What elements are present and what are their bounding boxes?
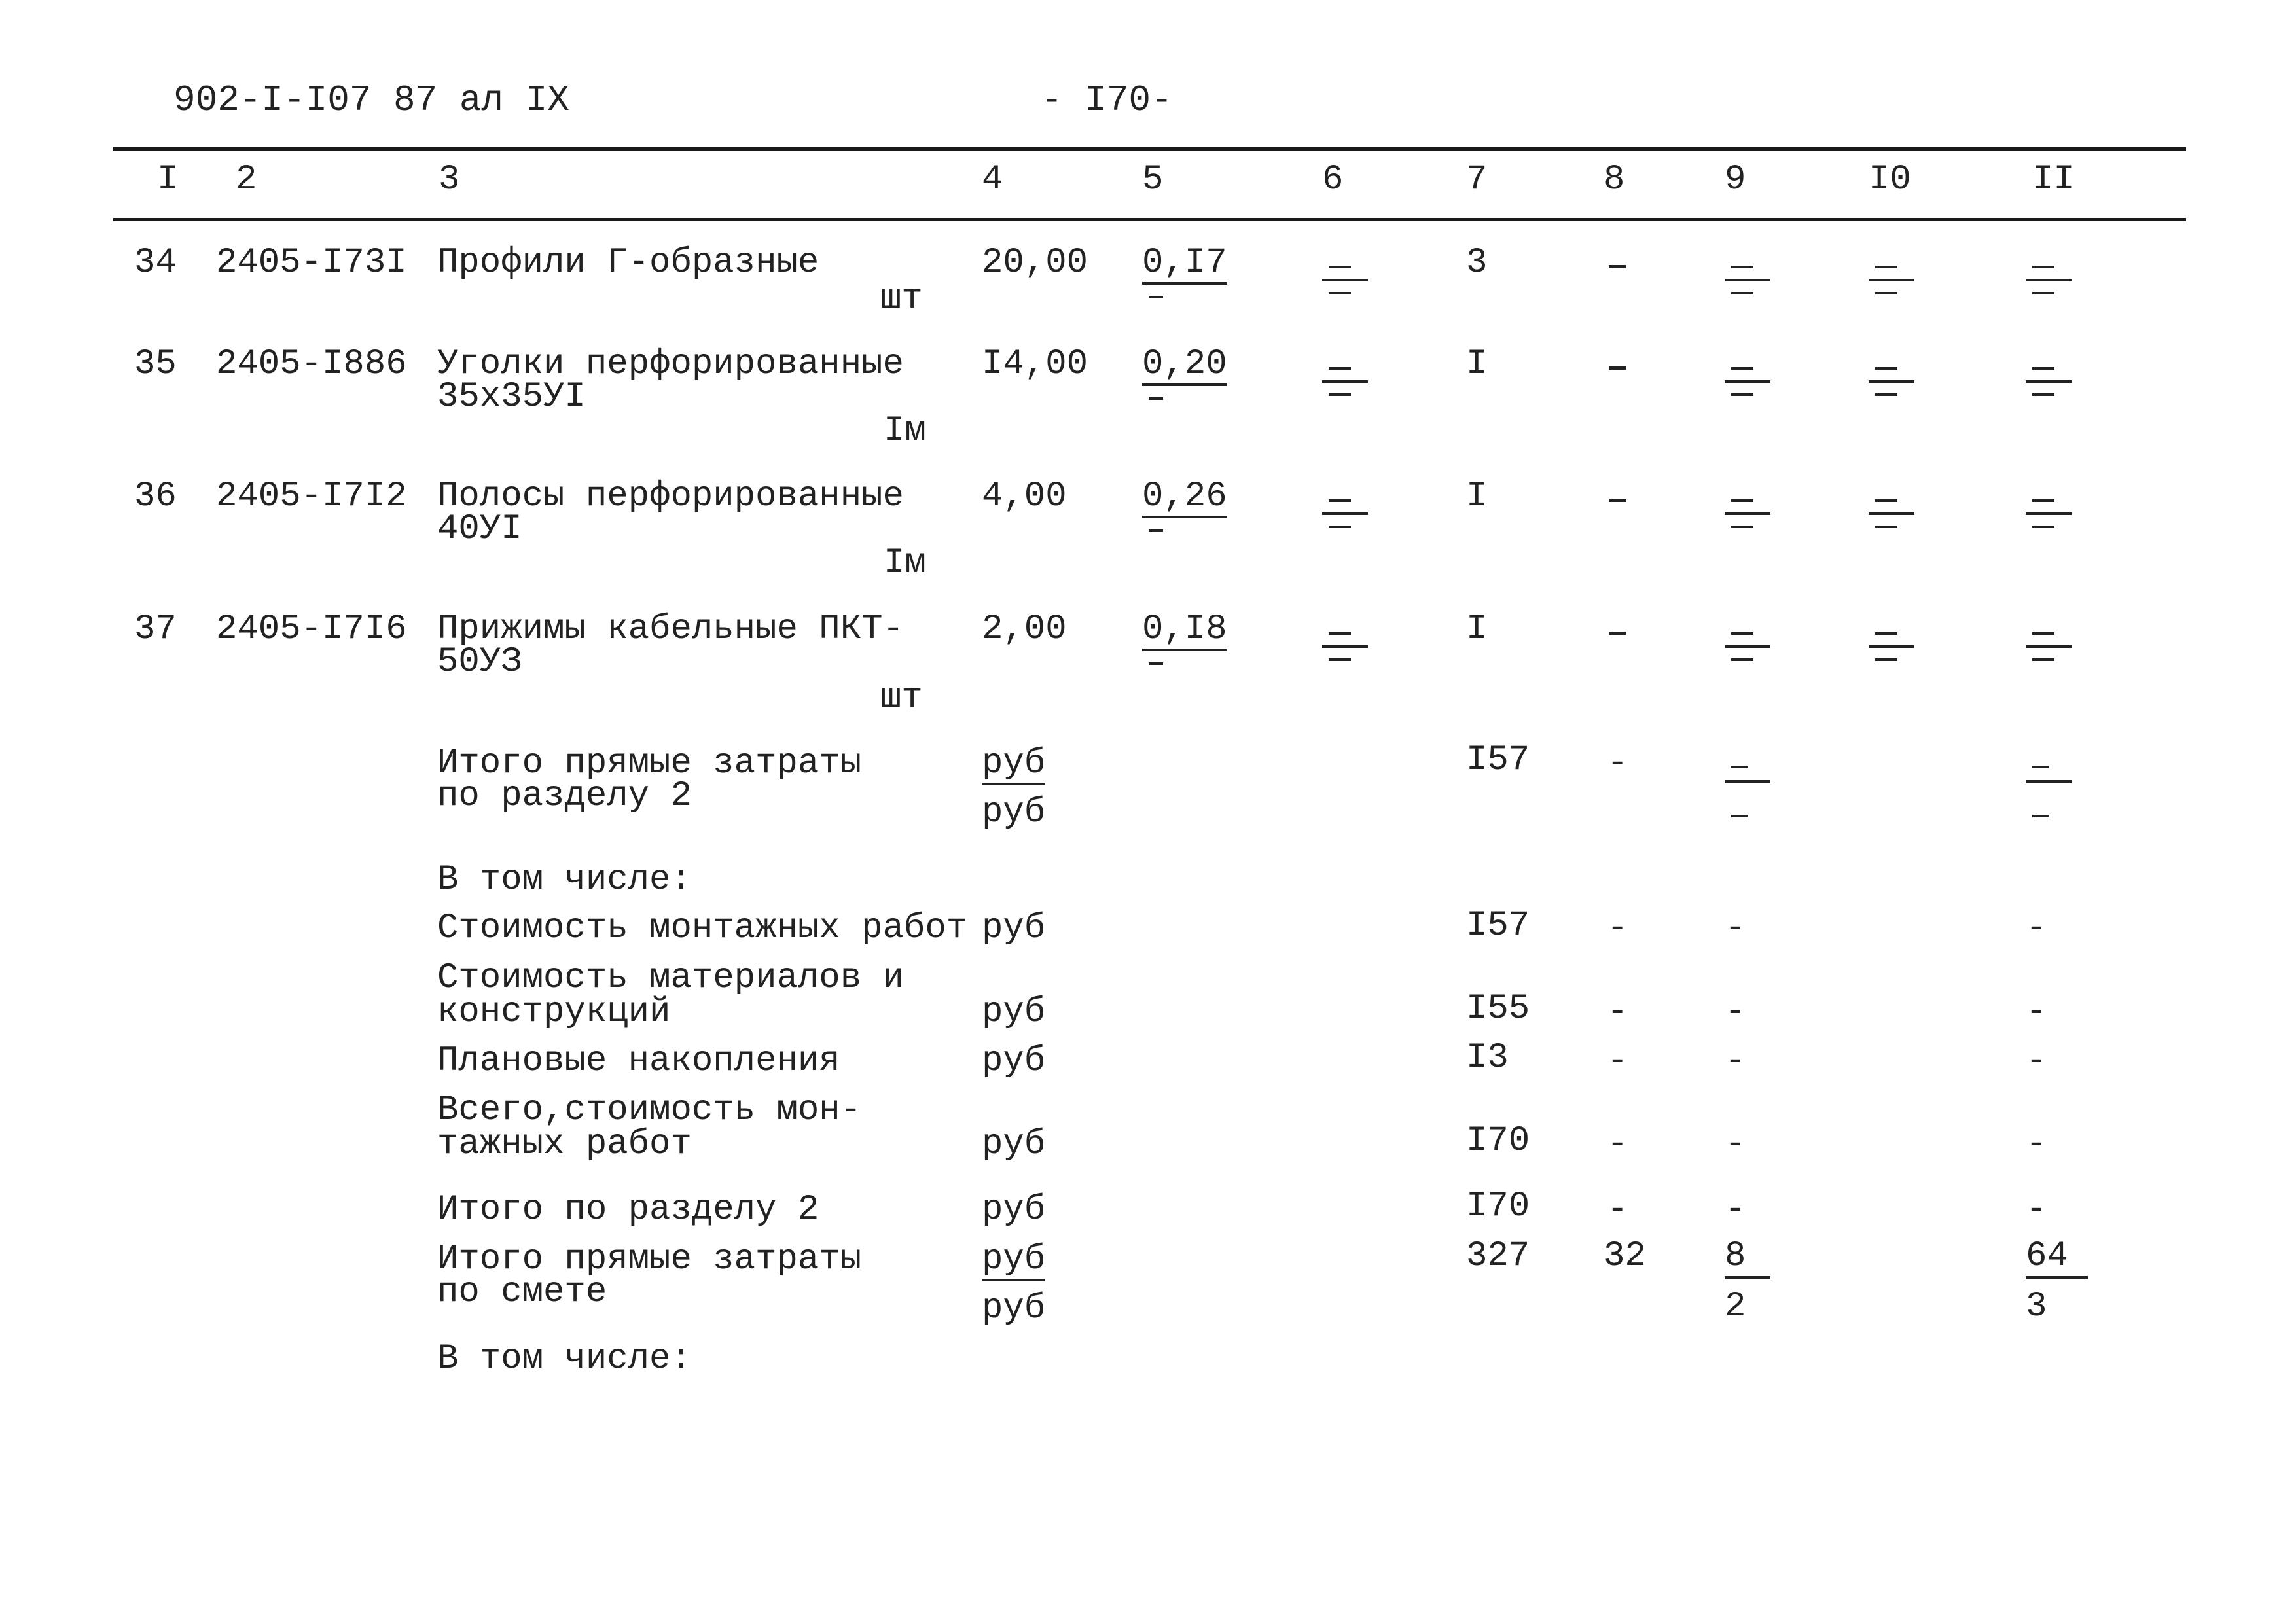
unit-label: руб <box>982 1242 1045 1281</box>
col8-value: - <box>1607 908 1628 948</box>
item-price: 0,26 <box>1142 479 1227 518</box>
table-header-rule <box>113 218 2186 221</box>
dash-fraction-mark <box>2026 362 2072 401</box>
column-header: 5 <box>1142 160 1164 200</box>
dash-fraction-mark <box>1725 627 1770 666</box>
row-number: 37 <box>134 609 177 649</box>
item-name: Профили Г-образные <box>437 243 819 283</box>
dash-mark <box>1609 265 1626 268</box>
col7-value: I <box>1466 344 1488 384</box>
col7-value: 3 <box>1466 243 1488 283</box>
col11-value: - <box>2026 992 2047 1032</box>
column-header: 7 <box>1466 160 1488 200</box>
item-name: Уголки перфорированные <box>437 344 904 384</box>
fraction-bar <box>1725 1276 1770 1279</box>
fraction-bar <box>2026 780 2072 783</box>
col9-top-value: 8 <box>1725 1236 1746 1276</box>
col8-value: 32 <box>1604 1236 1646 1276</box>
item-name-continued: 35х35УI <box>437 377 586 417</box>
dash-fraction-mark <box>1869 362 1914 401</box>
dash-fraction-mark <box>2026 627 2072 666</box>
item-price: 0,20 <box>1142 347 1227 386</box>
dash-fraction-mark <box>2026 494 2072 533</box>
item-code: 2405-I7I6 <box>216 609 407 649</box>
col7-value: I70 <box>1466 1186 1530 1226</box>
unit-label: руб <box>982 793 1046 832</box>
item-quantity: 2,00 <box>982 609 1067 649</box>
col7-value: I70 <box>1466 1121 1530 1161</box>
row-number: 35 <box>134 344 177 384</box>
item-code: 2405-I73I <box>216 243 407 283</box>
column-header: 9 <box>1725 160 1746 200</box>
dash-mark <box>1149 296 1163 298</box>
summary-label-continued: по смете <box>437 1272 607 1312</box>
col7-value: I57 <box>1466 906 1530 946</box>
col11-value: - <box>2026 908 2047 948</box>
col11-value: - <box>2026 1190 2047 1230</box>
summary-label: Итого прямые затраты <box>437 743 862 783</box>
dash-mark <box>1149 662 1163 665</box>
column-header: I <box>157 160 179 200</box>
fraction-bar <box>2026 1276 2088 1279</box>
item-code: 2405-I7I2 <box>216 476 407 516</box>
unit-label: руб <box>982 1289 1046 1329</box>
summary-label: Стоимость материалов и <box>437 958 904 998</box>
col11-value: - <box>2026 1124 2047 1164</box>
item-quantity: 4,00 <box>982 476 1067 516</box>
item-price: 0,I8 <box>1142 612 1227 651</box>
col8-value: - <box>1607 992 1628 1032</box>
column-header: II <box>2032 160 2075 200</box>
col9-value: - <box>1725 1124 1746 1164</box>
dash-mark <box>1609 499 1626 502</box>
col8-value: - <box>1607 743 1628 783</box>
dash-mark <box>2032 766 2049 768</box>
col7-value: I <box>1466 609 1488 649</box>
dash-mark <box>1149 397 1163 400</box>
item-quantity: I4,00 <box>982 344 1088 384</box>
summary-label: Всего,стоимость мон- <box>437 1090 862 1130</box>
table-top-rule <box>113 147 2186 151</box>
col8-value: - <box>1607 1124 1628 1164</box>
including-label: В том числе: <box>437 1339 692 1379</box>
dash-mark <box>1149 529 1163 532</box>
item-name-continued: 40УI <box>437 509 522 549</box>
unit-label: руб <box>982 1190 1046 1230</box>
col7-value: I57 <box>1466 740 1530 780</box>
dash-fraction-mark <box>1869 494 1914 533</box>
unit-label: руб <box>982 746 1045 785</box>
col9-value: - <box>1725 1190 1746 1230</box>
col9-value: - <box>1725 1041 1746 1081</box>
item-unit: Iм <box>884 411 926 451</box>
dash-fraction-mark <box>1869 260 1914 300</box>
col11-bottom-value: 3 <box>2026 1287 2047 1327</box>
column-header: 8 <box>1604 160 1625 200</box>
summary-label-continued: тажных работ <box>437 1124 692 1164</box>
summary-label-continued: по разделу 2 <box>437 776 692 816</box>
unit-label: руб <box>982 1041 1046 1081</box>
dash-fraction-mark <box>1725 494 1770 533</box>
col8-value: - <box>1607 1190 1628 1230</box>
column-header: 3 <box>439 160 460 200</box>
dash-fraction-mark <box>1725 260 1770 300</box>
column-header: 4 <box>982 160 1003 200</box>
unit-label: руб <box>982 1124 1046 1164</box>
unit-label: руб <box>982 992 1046 1032</box>
col11-value: - <box>2026 1041 2047 1081</box>
col9-value: - <box>1725 992 1746 1032</box>
column-header: 2 <box>236 160 257 200</box>
dash-fraction-mark <box>1322 260 1368 300</box>
col9-bottom-value: 2 <box>1725 1287 1746 1327</box>
dash-mark <box>1731 766 1748 768</box>
row-number: 36 <box>134 476 177 516</box>
item-unit: шт <box>880 678 923 718</box>
item-price: 0,I7 <box>1142 245 1227 285</box>
col11-top-value: 64 <box>2026 1236 2068 1276</box>
item-code: 2405-I886 <box>216 344 407 384</box>
dash-mark <box>1609 632 1626 635</box>
row-number: 34 <box>134 243 177 283</box>
including-label: В том числе: <box>437 860 692 900</box>
dash-fraction-mark <box>1725 362 1770 401</box>
dash-fraction-mark <box>1869 627 1914 666</box>
fraction-bar <box>1725 780 1770 783</box>
item-unit: шт <box>880 279 923 319</box>
item-unit: Iм <box>884 543 926 583</box>
col7-value: I55 <box>1466 989 1530 1029</box>
col8-value: - <box>1607 1041 1628 1081</box>
summary-label: Итого по разделу 2 <box>437 1190 819 1230</box>
summary-label: Итого прямые затраты <box>437 1240 862 1279</box>
dash-mark <box>1731 815 1748 817</box>
dash-fraction-mark <box>1322 362 1368 401</box>
dash-mark <box>2032 815 2049 817</box>
summary-label: Плановые накопления <box>437 1041 840 1081</box>
item-quantity: 20,00 <box>982 243 1088 283</box>
unit-label: руб <box>982 908 1046 948</box>
dash-fraction-mark <box>1322 494 1368 533</box>
dash-fraction-mark <box>1322 627 1368 666</box>
document-code: 902-I-I07 87 ал IX <box>173 79 569 121</box>
dash-mark <box>1609 366 1626 370</box>
item-name: Полосы перфорированные <box>437 476 904 516</box>
page-number: - I70- <box>1041 79 1173 121</box>
summary-label: Стоимость монтажных работ <box>437 908 968 948</box>
col7-value: I3 <box>1466 1038 1509 1078</box>
col7-value: 327 <box>1466 1236 1530 1276</box>
item-name: Прижимы кабельные ПКТ- <box>437 609 904 649</box>
column-header: 6 <box>1322 160 1344 200</box>
column-header: I0 <box>1869 160 1911 200</box>
col9-value: - <box>1725 908 1746 948</box>
col7-value: I <box>1466 476 1488 516</box>
dash-fraction-mark <box>2026 260 2072 300</box>
summary-label-continued: конструкций <box>437 992 671 1032</box>
item-name-continued: 50УЗ <box>437 642 522 682</box>
